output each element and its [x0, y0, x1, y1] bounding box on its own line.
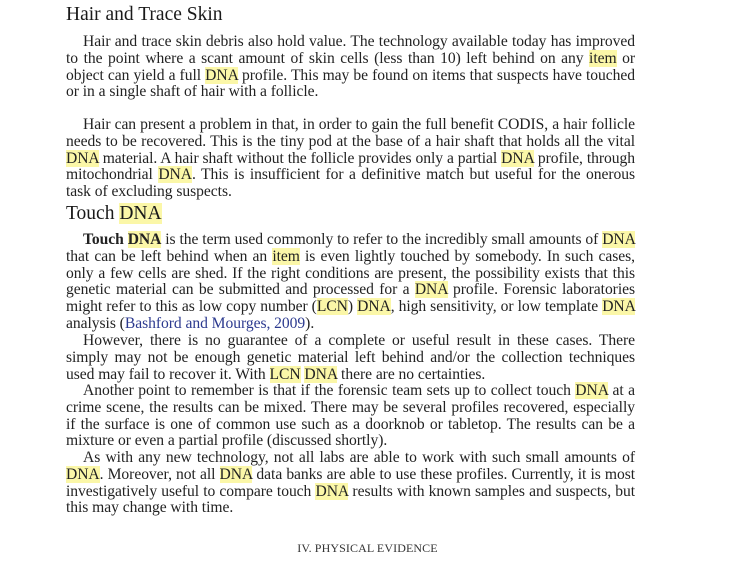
- highlight-dna[interactable]: DNA: [66, 465, 100, 483]
- paragraph-new-technology: [66, 450, 635, 517]
- text-run: , high sensitivity, or low template: [390, 298, 603, 315]
- text-run: profile. Forensic laboratories might refer to this as low copy number (: [66, 281, 636, 315]
- highlight-dna[interactable]: DNA: [205, 66, 238, 84]
- highlight-dna[interactable]: DNA: [158, 166, 192, 184]
- page-footer: IV. PHYSICAL EVIDENCE: [297, 541, 438, 555]
- highlight-dna[interactable]: DNA: [219, 465, 253, 483]
- highlight-dna[interactable]: DNA: [602, 298, 635, 315]
- text-run: or object can yield a full: [66, 49, 635, 84]
- paragraph-touch-dna-definition: [66, 232, 635, 333]
- text-run: there are no certainties.: [337, 365, 486, 383]
- text-run: Hair and trace skin debris also hold value. The technology available today has improved to the point where a scant amount of skin cells (less than 10) left behind on any: [66, 33, 635, 67]
- highlight-dna[interactable]: DNA: [127, 231, 162, 248]
- highlight-lcn[interactable]: LCN: [316, 298, 348, 315]
- highlight-item[interactable]: item: [272, 247, 300, 265]
- heading-text: Touch: [66, 203, 120, 224]
- text-run: Another point to remember is that if the forensic team sets up to collect touch: [83, 382, 576, 399]
- section-heading-hair-and-trace-skin: Hair and Trace Skin: [66, 4, 223, 25]
- highlight-item[interactable]: item: [589, 49, 617, 67]
- highlight-dna[interactable]: DNA: [315, 482, 349, 500]
- text-run: . Moreover, not all: [99, 465, 220, 483]
- highlight-dna[interactable]: DNA: [357, 298, 391, 315]
- text-run: However, there is no guarantee of a complete or useful result in these cases. There simply may not be enough genetic material left behind and/or the collection techniques used may fail to recover it. With: [66, 332, 635, 383]
- highlight-dna[interactable]: DNA: [66, 149, 99, 167]
- highlight-dna[interactable]: DNA: [602, 231, 635, 248]
- text-run: material. A hair shaft without the follicle provides only a partial: [98, 149, 502, 167]
- text-run: . This is insufficient for a definitive match but useful for the onerous task of excluding suspects.: [66, 166, 635, 200]
- text-run: profile, through mitochondrial: [66, 149, 635, 184]
- text-run: analysis (: [66, 314, 125, 332]
- citation-link[interactable]: Bashford and Mourges, 2009: [124, 314, 306, 332]
- text-run: results with known samples and suspects, but this may change with time.: [66, 482, 635, 517]
- text-run: ).: [305, 314, 315, 332]
- text-run: is the term used commonly to refer to the incredibly small amounts of: [161, 231, 603, 248]
- highlight-dna[interactable]: DNA: [501, 149, 534, 167]
- bold-term: Touch: [83, 231, 124, 248]
- highlight-dna[interactable]: DNA: [575, 382, 609, 399]
- highlight-dna[interactable]: DNA: [414, 281, 448, 299]
- paragraph-mixed-results: [66, 383, 635, 450]
- highlight-lcn[interactable]: LCN: [269, 365, 301, 383]
- text-run: data banks are able to use these profiles. Currently, it is most investigatively useful to compare touch: [66, 465, 636, 500]
- text-run: that can be left behind when an: [66, 247, 273, 265]
- paragraph-hair-follicle: [66, 117, 635, 201]
- highlight-dna[interactable]: DNA: [119, 203, 162, 224]
- paragraph-hair-trace-debris: [66, 34, 635, 101]
- paragraph-no-guarantee: [66, 333, 635, 383]
- text-run: As with any new technology, not all labs are able to work with such small amounts of: [83, 449, 635, 466]
- text-run: profile. This may be found on items that suspects have touched or in a single shaft of hair with a follicle.: [66, 66, 635, 101]
- text-run: ): [347, 298, 358, 315]
- section-heading-touch-dna: [66, 203, 162, 225]
- text-run: is even lightly touched by somebody. In such cases, only a few cells are shed. If the right conditions are present, the possibility exists that this genetic material can be submitted and processed for a: [66, 247, 635, 299]
- highlight-dna[interactable]: DNA: [304, 365, 338, 383]
- text-run: Hair can present a problem in that, in order to gain the full benefit CODIS, a hair follicle needs to be recovered. This is the tiny pod at the base of a hair shaft that holds all the vital: [66, 116, 635, 150]
- text-run: at a crime scene, the results can be mixed. There may be several profiles recovered, especially if the surface is one of common use such as a doorknob or tabletop. The results can be a mixture or even a partial profile (discussed shortly).: [66, 382, 635, 450]
